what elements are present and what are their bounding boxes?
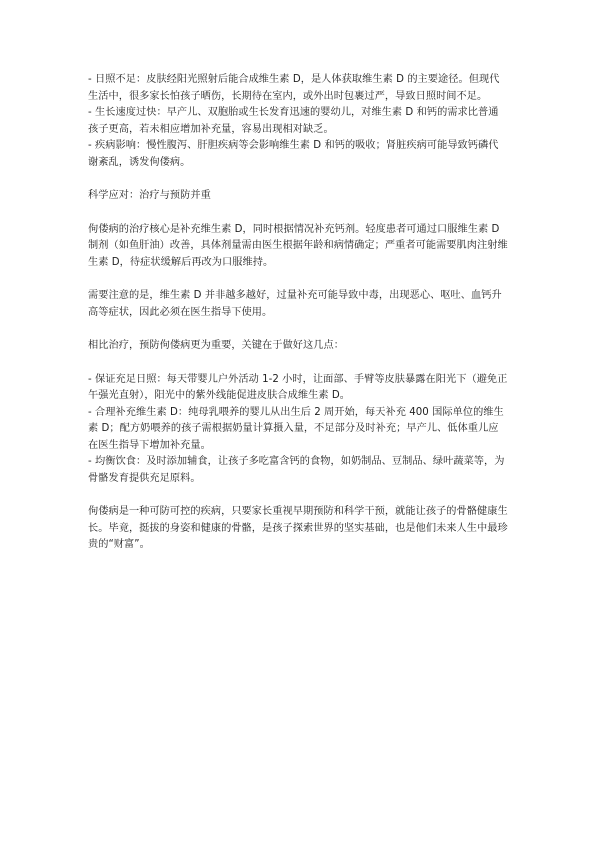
prevention-intro: 相比治疗，预防佝偻病更为重要，关键在于做好这几点： — [88, 340, 344, 351]
cause-growth: - 生长速度过快：早产儿、双胞胎或生长发育迅速的婴幼儿，对维生素 D 和钙的需求比普通孩子更高，若未相应增加补充量，容易出现相对缺乏。 — [88, 107, 499, 135]
spacer — [88, 205, 508, 222]
prevention-vitamin-d: - 合理补充维生素 D：纯母乳喂养的婴儿从出生后 2 周开始，每天补充 400 国际单位的维生素 D；配方奶喂养的孩子需根据奶量计算摄入量，不足部分及时补充；早产儿、低体重儿应在医生指导下增加补充量。 — [88, 406, 504, 451]
document-body — [88, 72, 508, 554]
caution-paragraph: 需要注意的是，维生素 D 并非越多越好，过量补充可能导致中毒，出现恶心、呕吐、血钙升高等症状，因此必须在医生指导下使用。 — [88, 290, 502, 318]
prevention-diet: - 均衡饮食：及时添加辅食，让孩子多吃富含钙的食物，如奶制品、豆制品、绿叶蔬菜等，为骨骼发育提供充足原料。 — [88, 456, 505, 484]
spacer — [88, 321, 508, 338]
treatment-paragraph: 佝偻病的治疗核心是补充维生素 D，同时根据情况补充钙剂。轻度患者可通过口服维生素 D 制剂（如鱼肝油）改善，具体剂量需由医生根据年龄和病情确定；严重者可能需要肌肉注射维生素 D，待症状缓解后再改为口服维持。 — [88, 223, 508, 268]
closing-paragraph: 佝偻病是一种可防可控的疾病，只要家长重视早期预防和科学干预，就能让孩子的骨骼健康生长。毕竟，挺拔的身姿和健康的骨骼，是孩子探索世界的坚实基础，也是他们未来人生中最珍贵的“财富”。 — [88, 506, 508, 550]
cause-disease: - 疾病影响：慢性腹泻、肝胆疾病等会影响维生素 D 和钙的吸收；肾脏疾病可能导致钙磷代谢紊乱，诱发佝偻病。 — [88, 140, 499, 168]
spacer — [88, 487, 508, 504]
section-heading: 科学应对：治疗与预防并重 — [88, 190, 211, 201]
spacer — [88, 355, 508, 372]
spacer — [88, 271, 508, 288]
prevention-sunlight: - 保证充足日照：每天带婴儿户外活动 1-2 小时，让面部、手臂等皮肤暴露在阳光下（避免正午强光直射），阳光中的紫外线能促进皮肤合成维生素 D。 — [88, 373, 508, 401]
spacer — [88, 171, 508, 188]
cause-sunlight: - 日照不足：皮肤经阳光照射后能合成维生素 D，是人体获取维生素 D 的主要途径。但现代生活中，很多家长怕孩子晒伤，长期待在室内，或外出时包裹过严，导致日照时间不足。 — [88, 74, 500, 102]
